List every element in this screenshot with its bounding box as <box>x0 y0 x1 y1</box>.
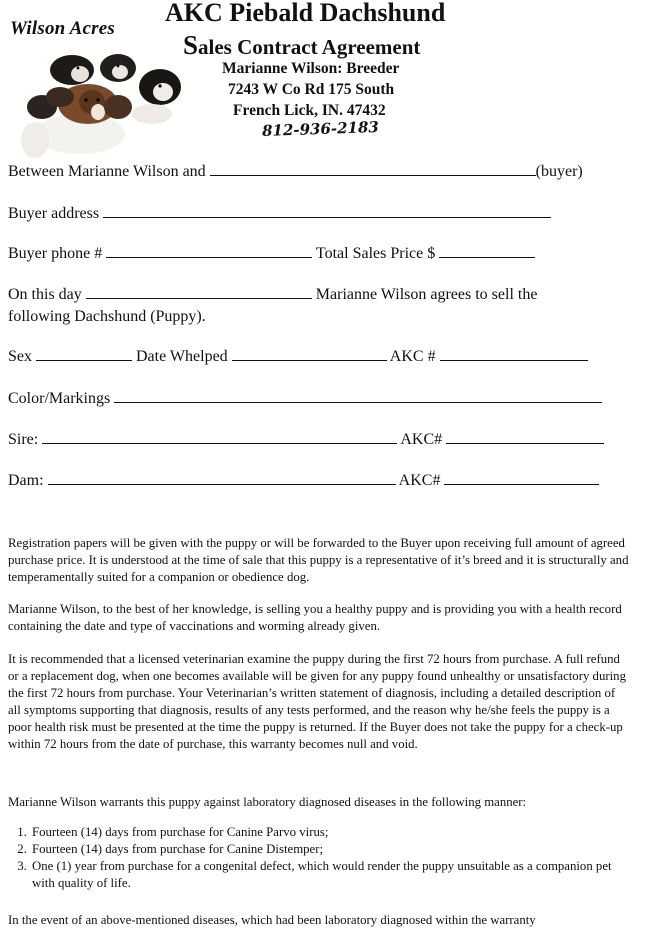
sire-blank[interactable] <box>42 442 397 444</box>
buyer-address-blank[interactable] <box>103 216 551 218</box>
following-text: following Dachshund (Puppy). <box>8 308 206 325</box>
document-subtitle <box>183 30 420 61</box>
total-price-blank[interactable] <box>439 256 535 258</box>
dam-akc-label: AKC# <box>398 472 441 489</box>
list-item: 3. One (1) year from purchase for a congenital defect, which would render the puppy unsuitable as a companion pet with quality of life. <box>30 858 630 892</box>
between-row <box>8 163 583 181</box>
sire-akc-label: AKC# <box>400 431 443 448</box>
sire-row <box>8 431 604 449</box>
buyer-address-row <box>8 205 551 223</box>
warranty-list <box>8 824 630 892</box>
subtitle-rest: ales Contract Agreement <box>198 35 421 59</box>
on-this-day-label: On this day <box>8 286 82 303</box>
address-line-2: French Lick, IN. 47432 <box>233 102 386 119</box>
registration-paragraph <box>8 535 630 586</box>
date-whelped-blank[interactable] <box>232 359 387 361</box>
buyer-phone-label: Buyer phone # <box>8 245 103 262</box>
para-event: In the event of an above-mentioned diseases, which had been laboratory diagnosed within the warranty <box>8 913 536 927</box>
address-line-1: 7243 W Co Rd 175 South <box>228 81 395 98</box>
para-health: Marianne Wilson, to the best of her knowledge, is selling you a healthy puppy and is providing you with a health record containing the date and type of vaccinations and worming already given. <box>8 602 622 633</box>
handwritten-phone: 812-936-2183 <box>261 117 380 141</box>
dam-row <box>8 472 599 490</box>
date-whelped-label: Date Whelped <box>136 348 228 365</box>
puppies-photo <box>20 42 185 160</box>
color-row <box>8 390 602 408</box>
sire-akc-blank[interactable] <box>446 442 604 444</box>
buyer-phone-row <box>8 245 535 263</box>
sale-date-blank[interactable] <box>86 297 312 299</box>
para-veterinarian: It is recommended that a licensed veterinarian examine the puppy during the first 72 hours from purchase. A full refund or a replacement dog, when one becomes available will be given for any puppy found unhealthy or unsatisfactory during the first 72 hours from purchase. Your Veterinarian’s written statement of diagnosis, including a detailed description of all symptoms supporting that diagnosis, results of any tests performed, and the reason why he/she feels the puppy is a poor health risk must be presented at the time the puppy is returned. If the Buyer does not take the puppy for a check-up within 72 hours from the date of purchase, this warranty becomes null and void. <box>8 652 626 751</box>
sex-blank[interactable] <box>36 359 132 361</box>
subtitle-initial: S <box>183 30 199 60</box>
akc-number-label: AKC # <box>389 348 436 365</box>
buyer-suffix: (buyer) <box>535 163 583 180</box>
total-price-label: Total Sales Price $ <box>315 245 436 262</box>
sex-label: Sex <box>8 348 32 365</box>
logo-text: Wilson Acres <box>10 18 115 39</box>
sire-label: Sire: <box>8 431 39 448</box>
agrees-text: Marianne Wilson agrees to sell the <box>315 286 538 303</box>
list-item: 1. Fourteen (14) days from purchase for Canine Parvo virus; <box>30 824 630 841</box>
color-blank[interactable] <box>114 401 602 403</box>
akc-number-blank[interactable] <box>440 359 588 361</box>
document-title: AKC Piebald Dachshund <box>165 0 446 27</box>
between-label: Between Marianne Wilson and <box>8 163 206 180</box>
buyer-name-blank[interactable] <box>210 174 536 176</box>
breeder-name: Marianne Wilson: Breeder <box>222 60 400 77</box>
warranty-paragraph <box>8 794 630 811</box>
sex-row <box>8 348 588 366</box>
buyer-phone-blank[interactable] <box>106 256 312 258</box>
health-paragraph <box>8 601 630 635</box>
para-registration: Registration papers will be given with the puppy or will be forwarded to the Buyer upon receiving full amount of agreed purchase price. It is understood at the time of sale that this puppy is a representative of it’s breed and it is structurally and temperamentally suited for a companion or obedience dog. <box>8 536 629 584</box>
color-label: Color/Markings <box>8 390 111 407</box>
event-paragraph <box>8 912 630 929</box>
on-this-day-row <box>8 286 537 304</box>
dam-label: Dam: <box>8 472 44 489</box>
dam-akc-blank[interactable] <box>444 483 599 485</box>
list-item: 2. Fourteen (14) days from purchase for Canine Distemper; <box>30 841 630 858</box>
para-warranty: Marianne Wilson warrants this puppy against laboratory diagnosed diseases in the following manner: <box>8 795 527 809</box>
veterinarian-paragraph <box>8 651 630 753</box>
dam-blank[interactable] <box>48 483 396 485</box>
buyer-address-label: Buyer address <box>8 205 100 222</box>
